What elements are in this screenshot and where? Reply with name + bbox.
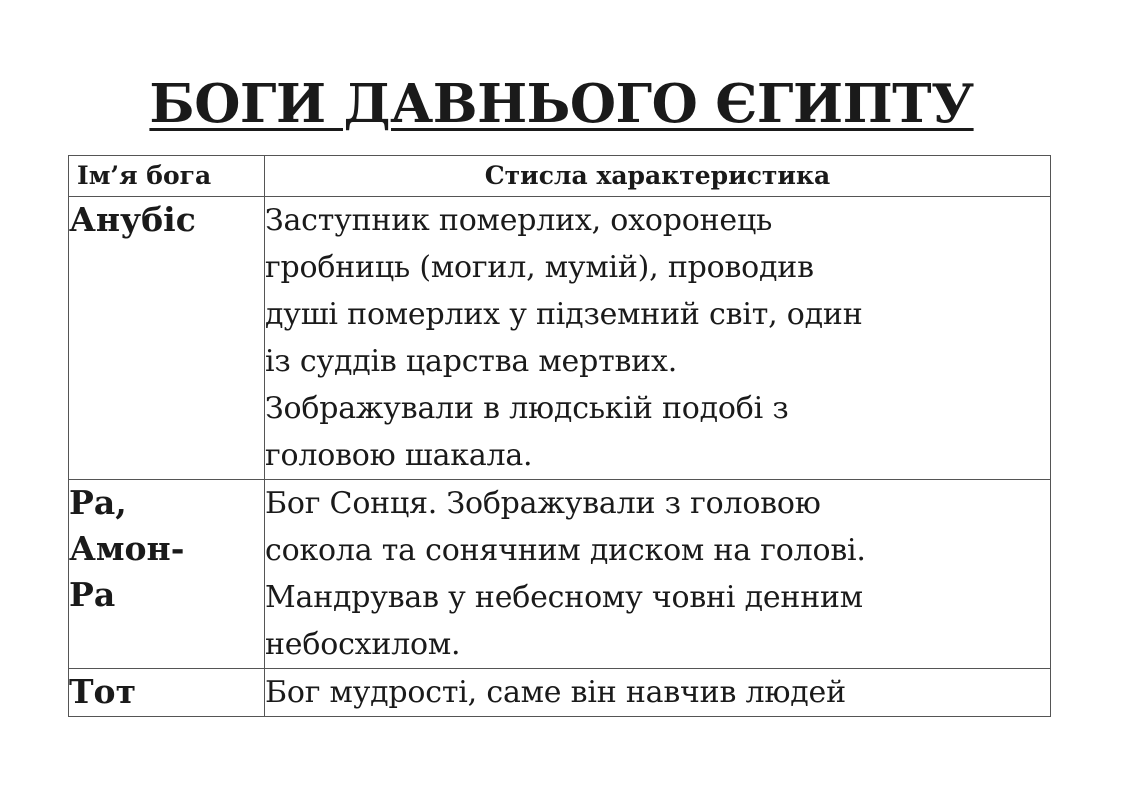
god-name-line: Ра, <box>69 483 127 522</box>
god-name-line: Тот <box>69 672 137 711</box>
god-name-cell <box>69 480 265 669</box>
god-name-cell <box>69 669 265 717</box>
god-description-cell <box>265 480 1051 669</box>
god-description-cell <box>265 197 1051 480</box>
description-line: гробниць (могил, мумій), проводив <box>265 250 814 285</box>
table-row-anubis <box>69 197 1051 480</box>
table-header-row <box>69 156 1051 197</box>
description-line: Зображували в людській подобі з <box>265 391 789 426</box>
god-description-cell <box>265 669 1051 717</box>
table-row-thoth <box>69 669 1051 717</box>
god-name-line: Анубіс <box>69 200 196 239</box>
god-name-cell <box>69 197 265 480</box>
description-line: Бог Сонця. Зображували з головою <box>265 486 821 521</box>
description-line: небосхилом. <box>265 627 461 662</box>
gods-table <box>68 155 1051 717</box>
description-line: душі померлих у підземний світ, один <box>265 297 863 332</box>
description-line: сокола та сонячним диском на голові. <box>265 533 866 568</box>
description-line: головою шакала. <box>265 438 533 473</box>
god-name-line: Ра <box>69 575 116 614</box>
description-line: Бог мудрості, саме він навчив людей <box>265 675 846 710</box>
column-header-description: Стисла характеристика <box>265 156 1051 197</box>
description-line: із суддів царства мертвих. <box>265 344 678 379</box>
column-header-name: Ім’я бога <box>69 156 265 197</box>
description-line: Мандрував у небесному човні денним <box>265 580 863 615</box>
table-row-ra <box>69 480 1051 669</box>
description-line: Заступник померлих, охоронець <box>265 203 773 238</box>
page-title: БОГИ ДАВНЬОГО ЄГИПТУ <box>149 73 974 135</box>
god-name-line: Амон- <box>69 529 185 568</box>
